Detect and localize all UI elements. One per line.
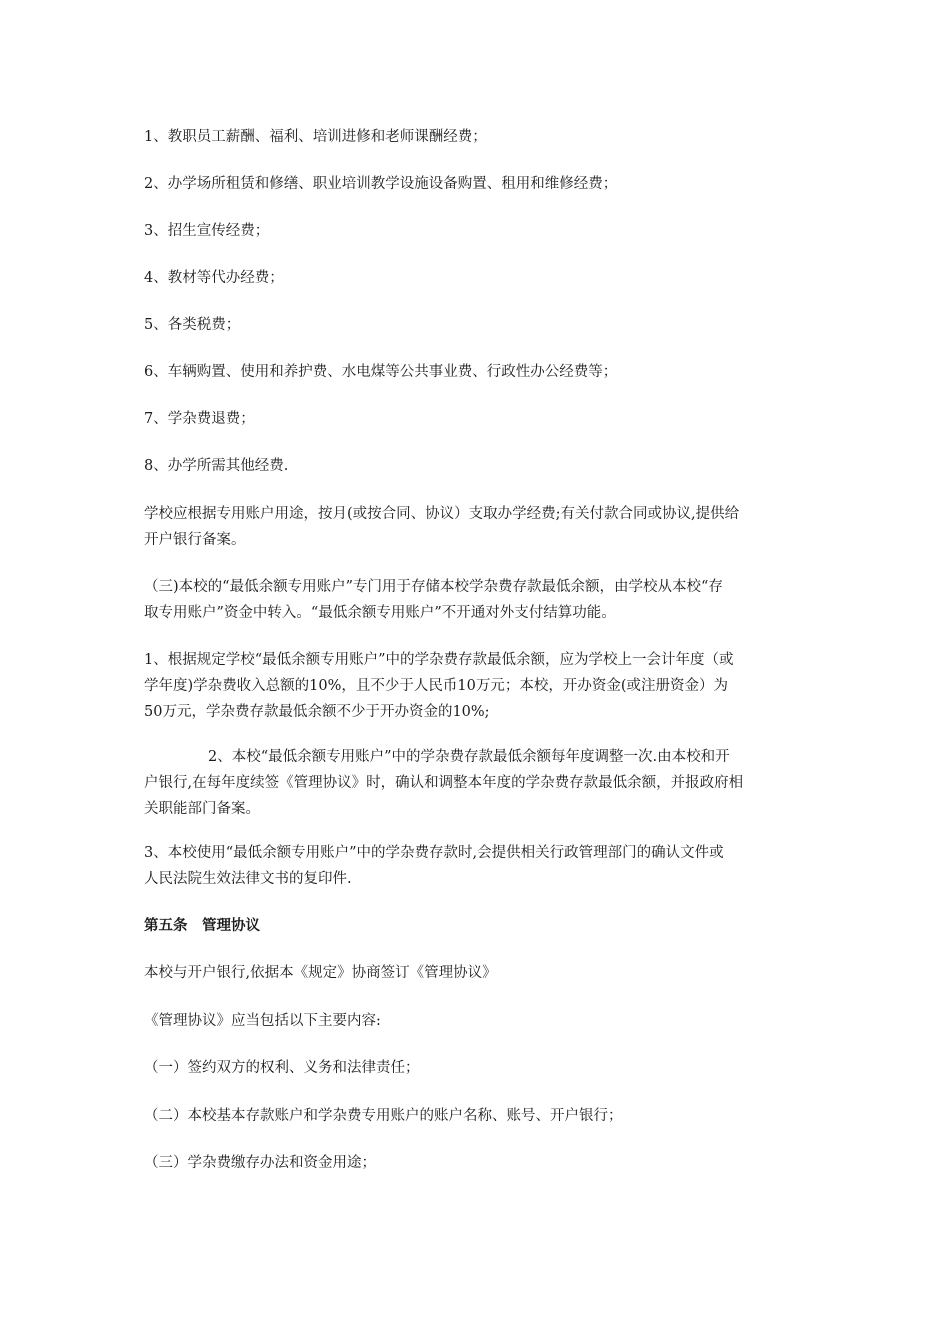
list-item-3: 3、招生宣传经费； (144, 223, 270, 239)
list-item-5: 5、各类税费； (144, 317, 241, 333)
article-5-contents-intro: 《管理协议》应当包括以下主要内容: (144, 1013, 381, 1029)
paragraph-section-3: （三)本校的“最低余额专用账户”专门用于存储本校学杂费存款最低余额，由学校从本校“存 取专用账户”资金中转入。“最低余额专用账户”不开通对外支付结算功能。 (144, 579, 723, 621)
list-item-4: 4、教材等代办经费； (144, 270, 284, 286)
paragraph-rule-3: 3、本校使用“最低余额专用账户”中的学杂费存款时,会提供相关行政管理部门的确认文件或 人民法院生效法律文书的复印件. (144, 845, 724, 887)
paragraph-rule-1: 1、根据规定学校“最低余额专用账户”中的学杂费存款最低余额，应为学校上一会计年度（或 学年度)学杂费收入总额的10%，且不少于人民币10万元；本校，开办资金(或注册资金）为 50万元，学杂费存款最低余额不少于开办资金的10%; (144, 652, 734, 720)
list-item-8: 8、办学所需其他经费. (144, 458, 289, 474)
list-item-6: 6、车辆购置、使用和养护费、水电煤等公共事业费、行政性办公经费等； (144, 364, 618, 380)
list-item-2: 2、办学场所租赁和修缮、职业培训教学设施设备购置、租用和维修经费； (144, 176, 618, 192)
list-item-1: 1、教职员工薪酬、福利、培训进修和老师课酬经费； (144, 129, 487, 145)
article-5-item-1: （一）签约双方的权利、义务和法律责任； (144, 1060, 420, 1076)
article-5-intro: 本校与开户银行,依据本《规定》协商签订《管理协议》 (144, 965, 497, 981)
list-item-7: 7、学杂费退费； (144, 411, 255, 427)
article-5-heading: 第五条 管理协议 (144, 918, 260, 934)
article-5-item-3: （三）学杂费缴存办法和资金用途； (144, 1155, 376, 1171)
paragraph-withdraw: 学校应根据专用账户用途，按月(或按合同、协议）支取办学经费;有关付款合同或协议,提供给 开户银行备案。 (144, 506, 740, 548)
article-5-item-2: （二）本校基本存款账户和学杂费专用账户的账户名称、账号、开户银行； (144, 1108, 623, 1124)
paragraph-rule-2: 2、本校“最低余额专用账户”中的学杂费存款最低余额每年度调整一次.由本校和开 户银行,在每年度续签《管理协议》时，确认和调整本年度的学杂费存款最低余额，并报政府相 关职能部门备案。 (144, 749, 744, 817)
